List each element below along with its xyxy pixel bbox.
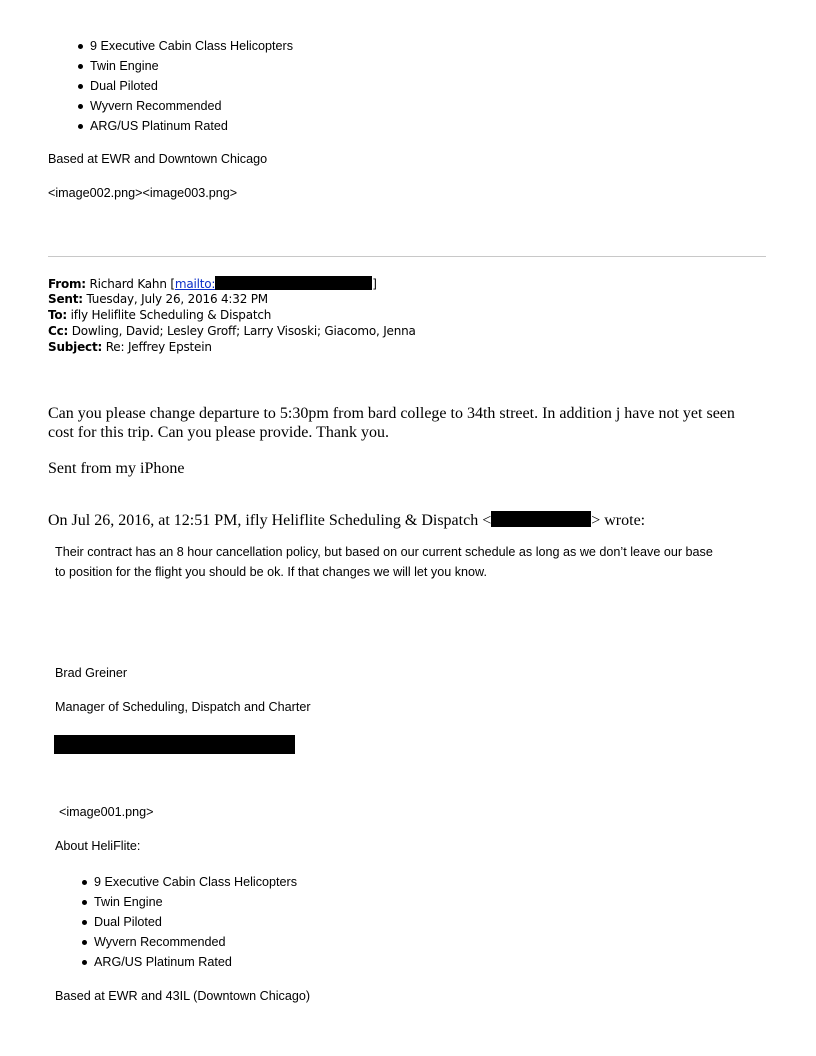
list-item: Wyvern Recommended xyxy=(78,96,293,116)
divider xyxy=(48,256,766,257)
mailto-link[interactable]: mailto: xyxy=(174,277,216,291)
cc-label: Cc: xyxy=(48,324,69,338)
quoted-based-text: Based at EWR and 43IL (Downtown Chicago) xyxy=(55,989,311,1003)
sent-value: Tuesday, July 26, 2016 4:32 PM xyxy=(86,292,268,306)
from-close: ] xyxy=(372,277,377,291)
top-image-placeholders: <image002.png><image003.png> xyxy=(48,186,238,200)
top-based-text: Based at EWR and Downtown Chicago xyxy=(48,152,268,166)
mobile-signature: Sent from my iPhone xyxy=(48,460,185,477)
list-item: Twin Engine xyxy=(82,892,297,912)
body-line-1: Can you please change departure to 5:30pm from bard college to 34th street. In addition j have not yet seen xyxy=(48,405,735,422)
list-item: Twin Engine xyxy=(78,56,293,76)
quote-intro-start: On Jul 26, 2016, at 12:51 PM, ifly Heliflite Scheduling & Dispatch < xyxy=(48,512,492,529)
body-line-2: cost for this trip. Can you please provide. Thank you. xyxy=(48,424,389,441)
sent-line xyxy=(48,292,268,306)
image-placeholder: <image001.png> xyxy=(59,805,154,819)
list-item: Wyvern Recommended xyxy=(82,932,297,952)
quote-intro xyxy=(48,511,645,530)
top-feature-list xyxy=(78,36,293,136)
about-heading: About HeliFlite: xyxy=(55,839,141,853)
quote-intro-end: > wrote: xyxy=(591,512,646,529)
quoted-line-1: Their contract has an 8 hour cancellation policy, but based on our current schedule as long as we don’t leave our base xyxy=(55,545,713,559)
redaction-box xyxy=(54,735,295,754)
sent-label: Sent: xyxy=(48,292,83,306)
to-line xyxy=(48,308,271,322)
redaction-box xyxy=(215,276,372,290)
sender-title: Manager of Scheduling, Dispatch and Charter xyxy=(55,700,311,714)
to-value: ifly Heliflite Scheduling & Dispatch xyxy=(70,308,272,322)
to-label: To: xyxy=(48,308,68,322)
list-item: Dual Piloted xyxy=(82,912,297,932)
subject-line xyxy=(48,340,212,354)
subject-label: Subject: xyxy=(48,340,103,354)
from-label: From: xyxy=(48,277,86,291)
from-value: Richard Kahn [ xyxy=(89,277,175,291)
cc-value: Dowling, David; Lesley Groff; Larry Visoski; Giacomo, Jenna xyxy=(71,324,416,338)
cc-line xyxy=(48,324,416,338)
list-item: ARG/US Platinum Rated xyxy=(82,952,297,972)
quoted-feature-list xyxy=(82,872,297,972)
list-item: ARG/US Platinum Rated xyxy=(78,116,293,136)
redaction-box xyxy=(491,511,591,527)
sender-name: Brad Greiner xyxy=(55,666,128,680)
list-item: 9 Executive Cabin Class Helicopters xyxy=(82,872,297,892)
quoted-line-2: to position for the flight you should be ok. If that changes we will let you know. xyxy=(55,565,487,579)
list-item: Dual Piloted xyxy=(78,76,293,96)
subject-value: Re: Jeffrey Epstein xyxy=(105,340,212,354)
from-line xyxy=(48,276,377,291)
list-item: 9 Executive Cabin Class Helicopters xyxy=(78,36,293,56)
